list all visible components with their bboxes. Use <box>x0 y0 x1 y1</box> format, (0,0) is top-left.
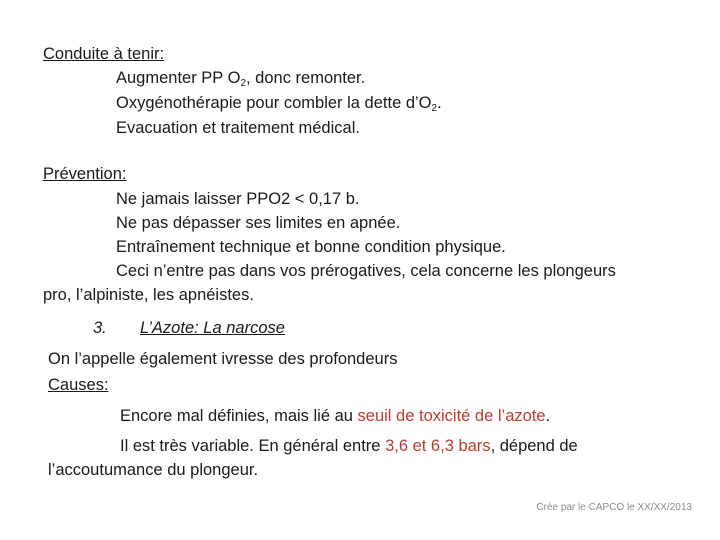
causes-line-1-text: Encore mal définies, mais lié au <box>120 407 358 425</box>
subscript: 2 <box>431 103 438 114</box>
section-number: 3. <box>93 319 107 337</box>
prevention-line-4: Ceci n’entre pas dans vos prérogatives, cela concerne les plongeurs <box>116 262 616 280</box>
highlight-text: 3,6 et 6,3 bars <box>385 437 491 455</box>
prevention-line-1: Ne jamais laisser PPO2 < 0,17 b. <box>116 190 360 208</box>
subscript: 2 <box>240 78 246 89</box>
conduite-line-1-text: Augmenter PP O <box>116 69 241 87</box>
conduite-line-2-end: . <box>437 94 442 112</box>
conduite-line-1 <box>116 68 365 88</box>
conduite-heading: Conduite à tenir: <box>43 45 165 63</box>
causes-line-1-end: . <box>545 407 551 425</box>
causes-line-2-text: Il est très variable. En général entre <box>120 437 386 455</box>
conduite-line-2-text: Oxygénothérapie pour combler la dette d’O <box>116 94 432 112</box>
causes-line-2 <box>120 436 578 456</box>
narcose-intro: On l’appelle également ivresse des profondeurs <box>48 350 398 368</box>
prevention-heading: Prévention: <box>43 165 127 183</box>
causes-line-3: l’accoutumance du plongeur. <box>48 461 259 479</box>
prevention-line-4-cont: pro, l’alpiniste, les apnéistes. <box>43 286 254 304</box>
causes-line-1 <box>120 406 550 426</box>
conduite-line-3: Evacuation et traitement médical. <box>116 119 360 137</box>
slide-footer: Crée par le CAPCO le XX/XX/2013 <box>536 502 692 513</box>
conduite-line-2 <box>116 93 442 113</box>
conduite-line-1-end: , donc remonter. <box>246 69 366 87</box>
causes-heading: Causes: <box>48 376 109 394</box>
section-title: L’Azote: La narcose <box>140 319 285 337</box>
prevention-line-2: Ne pas dépasser ses limites en apnée. <box>116 214 401 232</box>
causes-line-2-end: , dépend de <box>490 437 578 455</box>
highlight-text: seuil de toxicité de l’azote <box>357 407 546 425</box>
prevention-line-3: Entraînement technique et bonne condition physique. <box>116 238 506 256</box>
